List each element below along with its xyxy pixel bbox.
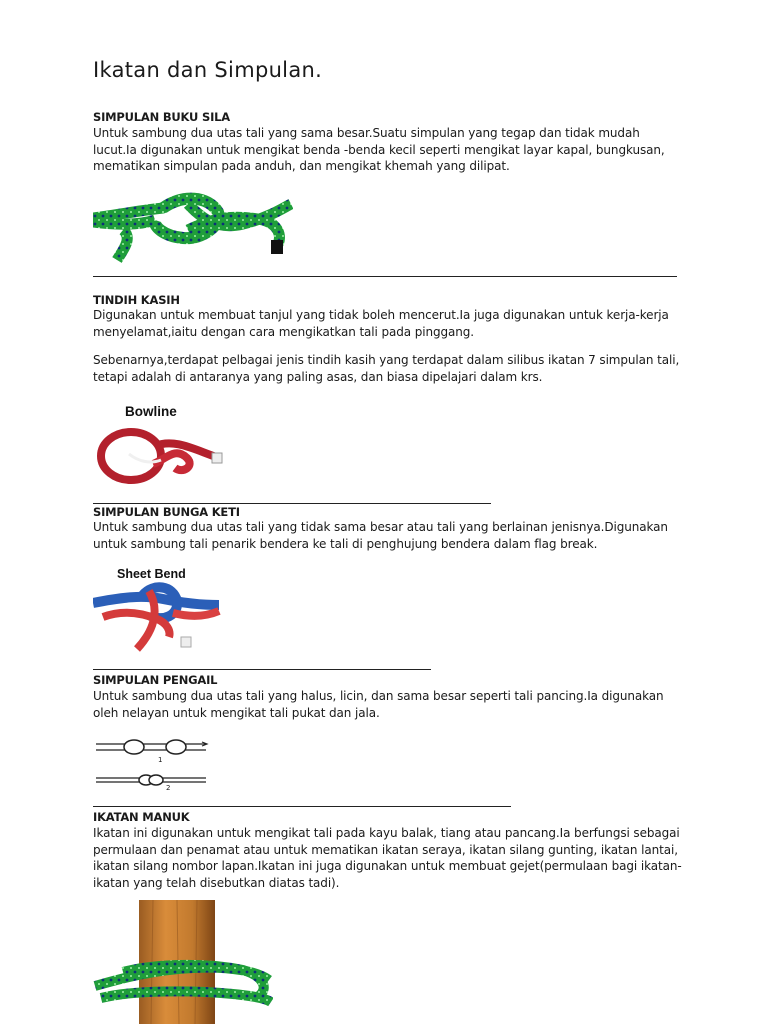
section-paragraph-ikatan-manuk: Ikatan ini digunakan untuk mengikat tali pada kayu balak, tiang atau pancang.Ia berfungsi sebagai permulaan dan penamat atau untuk mematikan ikatan seraya, ikatan silang gunting, ikatan lantai, ikatan silang nombor lapan.Ikatan ini juga digunakan untuk membuat gejet(permulaan bagi ikatan-ikatan yang telah disebutkan diatas tadi). bbox=[93, 826, 682, 890]
figure-step-label: 2 bbox=[166, 784, 171, 792]
clove-hitch-knot-icon bbox=[93, 898, 273, 1024]
sheet-bend-knot-icon bbox=[93, 565, 221, 660]
section-paragraph-tindih-kasih-2: Sebenarnya,terdapat pelbagai jenis tindih kasih yang terdapat dalam silibus ikatan 7 simpulan tali, tetapi adalah di antaranya yang paling asas, dan biasa dipelajari dalam krs. bbox=[93, 353, 680, 384]
section-divider bbox=[93, 503, 491, 504]
section-heading-tindih-kasih: TINDIH KASIH bbox=[93, 293, 180, 307]
section-paragraph-bunga-keti: Untuk sambung dua utas tali yang tidak sama besar atau tali yang berlainan jenisnya.Digunakan untuk sambung tali penarik bendera ke tali di penghujung bendera dalam flag break. bbox=[93, 520, 668, 551]
bowline-knot-icon bbox=[95, 402, 225, 488]
fishermans-knot-icon bbox=[94, 734, 210, 794]
figure-label-bowline: Bowline bbox=[125, 404, 177, 419]
section-paragraph-buku-sila: Untuk sambung dua utas tali yang sama besar.Suatu simpulan yang tegap dan tidak mudah lucut.Ia digunakan untuk mengikat benda -benda kecil seperti mengikat layar kapal, bungkusan, mematikan simpulan pada anduh, dan mengikat khemah yang dilipat. bbox=[93, 126, 665, 173]
page-title: Ikatan dan Simpulan. bbox=[93, 58, 323, 82]
section-paragraph-tindih-kasih-1: Digunakan untuk membuat tanjul yang tidak boleh mencerut.Ia juga digunakan untuk kerja-kerja menyelamat,iaitu dengan cara mengikatkan tali pada pinggang. bbox=[93, 308, 669, 339]
figure-label-sheet-bend: Sheet Bend bbox=[117, 567, 186, 581]
section-divider bbox=[93, 669, 431, 670]
figure-step-label: 1 bbox=[158, 756, 163, 764]
section-heading-buku-sila: SIMPULAN BUKU SILA bbox=[93, 110, 230, 124]
section-paragraph-pengail: Untuk sambung dua utas tali yang halus, licin, dan sama besar seperti tali pancing.Ia digunakan oleh nelayan untuk mengikat tali pukat dan jala. bbox=[93, 689, 664, 720]
section-divider bbox=[93, 806, 511, 807]
reef-knot-icon bbox=[93, 190, 293, 265]
section-heading-bunga-keti: SIMPULAN BUNGA KETI bbox=[93, 505, 240, 519]
section-divider bbox=[93, 276, 677, 277]
section-heading-pengail: SIMPULAN PENGAIL bbox=[93, 673, 218, 687]
section-heading-ikatan-manuk: IKATAN MANUK bbox=[93, 810, 190, 824]
